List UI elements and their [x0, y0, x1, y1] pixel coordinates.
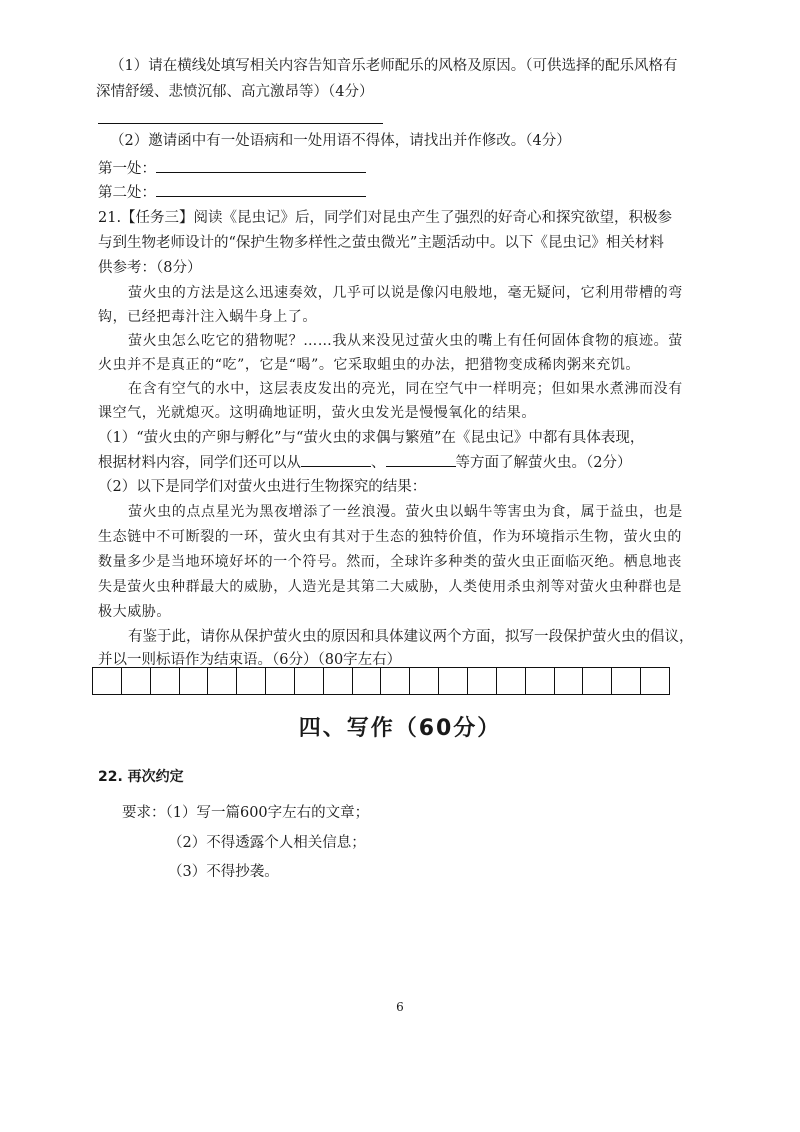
grid-cell[interactable] — [410, 668, 439, 694]
grid-cell[interactable] — [555, 668, 584, 694]
sub2-task-line-1: 有鉴于此，请你从保护萤火虫的原因和具体建议两个方面，拟写一段保护萤火虫的倡议， — [128, 629, 694, 645]
q2-first-label: 第一处： — [98, 161, 156, 177]
q22-req-label: 要求： — [122, 805, 166, 821]
q22-req-1-text: （1）写一篇600字左右的文章； — [165, 805, 370, 821]
grid-cell[interactable] — [122, 668, 151, 694]
grid-cell[interactable] — [439, 668, 468, 694]
answer-grid[interactable] — [92, 667, 670, 695]
task3-line-1: 21.【任务三】阅读《昆虫记》后，同学们对昆虫产生了强烈的好奇心和探究欲望，积极参 — [98, 210, 673, 226]
sub2-result-line-2: 生态链中不可断裂的一环，萤火虫有其对于生态的独特价值，作为环境指示生物，萤火虫的 — [98, 529, 682, 545]
sub1-line-2 — [98, 452, 631, 473]
grid-cell[interactable] — [583, 668, 612, 694]
sub2-result-line-1: 萤火虫的点点星光为黑夜增添了一丝浪漫。萤火虫以蜗牛等害虫为食，属于益虫，也是 — [128, 504, 683, 520]
sub1-text-a: 根据材料内容，同学们还可以从 — [98, 455, 301, 471]
grid-cell[interactable] — [93, 668, 122, 694]
sub1-text-c: 等方面了解萤火虫。（2分） — [455, 455, 632, 471]
excerpt-p1-line-1: 萤火虫的方法是这么迅速奏效，几乎可以说是像闪电般地，毫无疑问，它利用带槽的弯 — [128, 285, 683, 301]
sub2-result-line-5: 极大威胁。 — [98, 604, 171, 620]
page-number: 6 — [396, 1000, 404, 1014]
q2-first-blank[interactable] — [156, 158, 366, 173]
q22-requirement-1 — [122, 803, 369, 823]
grid-cell[interactable] — [526, 668, 555, 694]
sub1-line-1: （1）“萤火虫的产卵与孵化”与“萤火虫的求偶与繁殖”在《昆虫记》中都有具体表现， — [98, 430, 645, 446]
sub1-text-b: 、 — [371, 455, 386, 471]
grid-cell[interactable] — [381, 668, 410, 694]
grid-cell[interactable] — [353, 668, 382, 694]
q2-second-blank[interactable] — [156, 182, 366, 197]
grid-cell[interactable] — [180, 668, 209, 694]
q22-requirement-3: （3）不得抄袭。 — [168, 864, 279, 880]
sub1-blank-1[interactable] — [301, 452, 371, 467]
q22-requirement-2: （2）不得透露个人相关信息； — [168, 835, 366, 851]
grid-cell[interactable] — [295, 668, 324, 694]
grid-cell[interactable] — [151, 668, 180, 694]
section-heading: 四、写作（60分） — [298, 716, 502, 741]
sub2-task-line-2: 并以一则标语作为结束语。（6分）（80字左右） — [98, 652, 402, 668]
grid-cell[interactable] — [237, 668, 266, 694]
q2-second-label: 第二处： — [98, 185, 156, 201]
task3-line-3: 供参考：（8分） — [98, 260, 202, 276]
grid-cell[interactable] — [468, 668, 497, 694]
excerpt-p3-line-2: 课空气，光就熄灭。这明确地证明，萤火虫发光是慢慢氧化的结果。 — [98, 405, 536, 421]
q1-line-2: 深情舒缓、悲愤沉郁、高亢激昂等）（4分） — [96, 84, 374, 100]
sub2-result-line-3: 数量多少是当地环境好坏的一个符号。然而，全球许多种类的萤火虫正面临灭绝。栖息地丧 — [98, 554, 682, 570]
q2-second-row — [98, 182, 366, 203]
excerpt-p2-line-1: 萤火虫怎么吃它的猎物呢？……我从来没见过萤火虫的嘴上有任何固体食物的痕迹。萤 — [128, 333, 683, 349]
sub2-result-line-4: 失是萤火虫种群最大的威胁，人造光是其第二大威胁，人类使用杀虫剂等对萤火虫种群也是 — [98, 579, 682, 595]
grid-cell[interactable] — [208, 668, 237, 694]
q2-first-row — [98, 158, 366, 179]
grid-cell[interactable] — [641, 668, 669, 694]
task3-line-2: 与到生物老师设计的“保护生物多样性之萤虫微光”主题活动中。以下《昆虫记》相关材料 — [98, 235, 664, 251]
grid-cell[interactable] — [612, 668, 641, 694]
grid-cell[interactable] — [266, 668, 295, 694]
sub1-blank-2[interactable] — [386, 452, 456, 467]
excerpt-p3-line-1: 在含有空气的水中，这层表皮发出的亮光，同在空气中一样明亮；但如果水煮沸而没有 — [128, 381, 683, 397]
excerpt-p1-line-2: 钩，已经把毒汁注入蜗牛身上了。 — [98, 309, 317, 325]
grid-cell[interactable] — [497, 668, 526, 694]
q22-title: 22. 再次约定 — [98, 769, 184, 785]
excerpt-p2-line-2: 火虫并不是真正的“吃”，它是“喝”。它采取蛆虫的办法，把猎物变成稀肉粥来充饥。 — [98, 357, 641, 373]
q2-prompt: （2）邀请函中有一处语病和一处用语不得体，请找出并作修改。（4分） — [110, 133, 571, 149]
q1-answer-line[interactable] — [98, 123, 383, 124]
sub2-intro: （2）以下是同学们对萤火虫进行生物探究的结果： — [98, 479, 427, 495]
grid-cell[interactable] — [324, 668, 353, 694]
q1-line-1: （1）请在横线处填写相关内容告知音乐老师配乐的风格及原因。（可供选择的配乐风格有 — [110, 58, 678, 74]
